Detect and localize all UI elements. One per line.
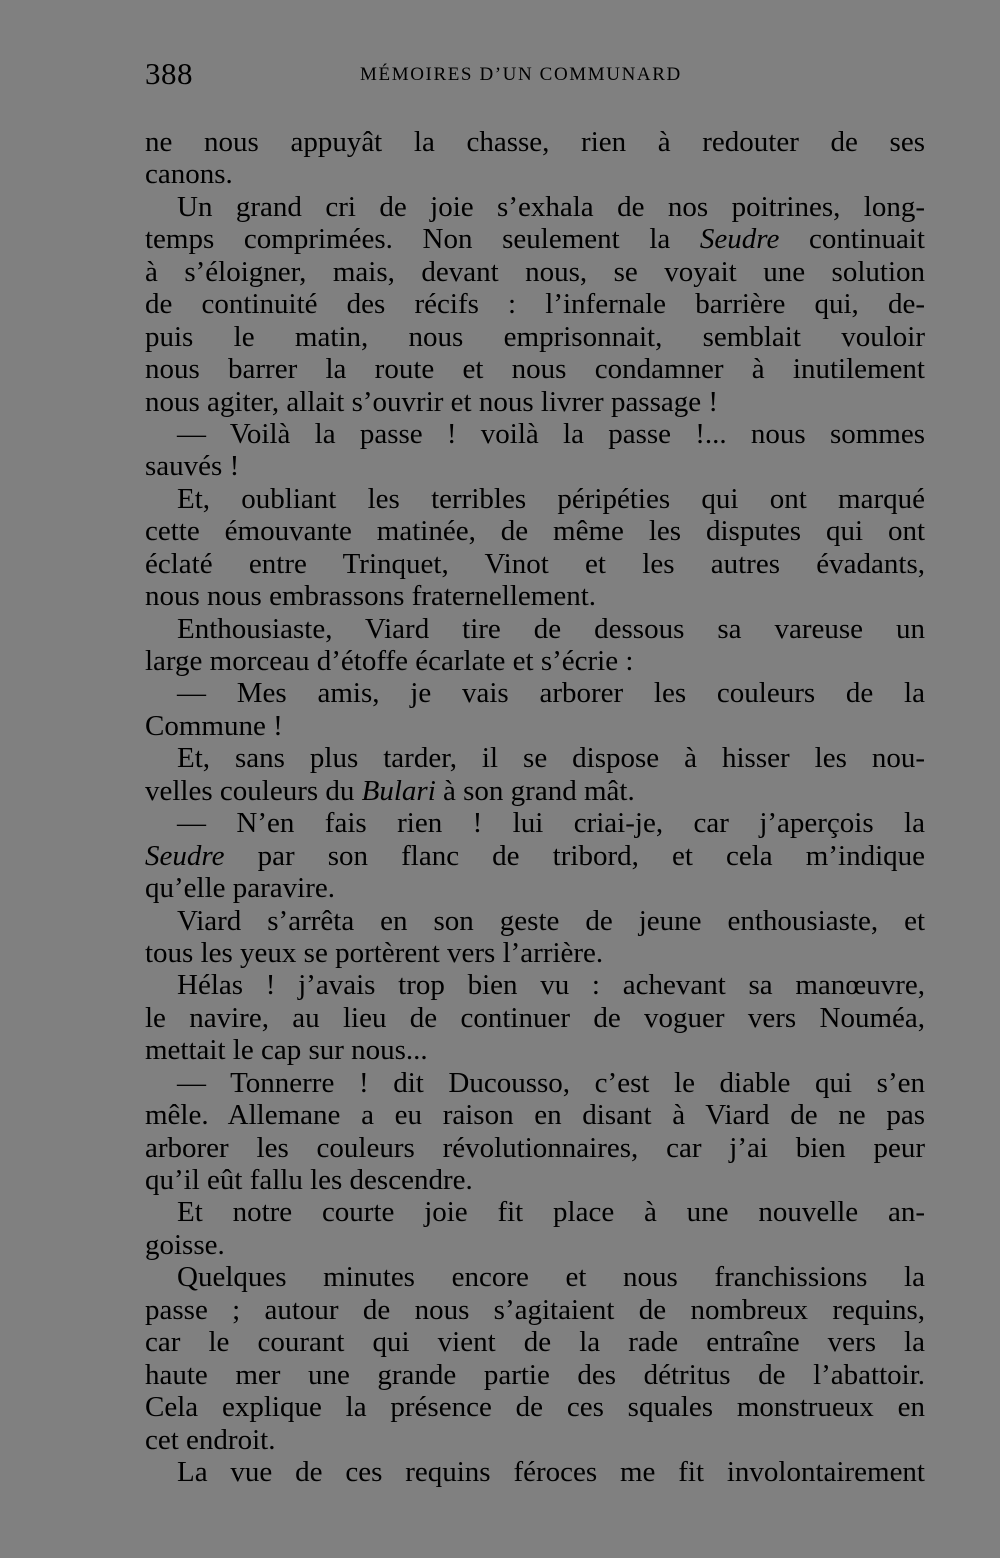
text-line: cette émouvante matinée, de même les disputes qui ont <box>145 515 925 548</box>
text-line: — Voilà la passe ! voilà la passe !... nous sommes <box>177 417 925 450</box>
page-header <box>145 56 925 96</box>
text-line: Et, sans plus tarder, il se dispose à hisser les nou- <box>177 742 925 775</box>
text-line: Et, oubliant les terribles péripéties qui ont marqué <box>177 482 925 515</box>
text-line: nous barrer la route et nous condamner à inutilement <box>145 353 925 386</box>
text-line: — N’en fais rien ! lui criai-je, car j’aperçois la <box>177 807 925 840</box>
text-line: cet endroit. <box>145 1423 276 1456</box>
text-line: — Mes amis, je vais arborer les couleurs de la <box>177 677 925 710</box>
text-line: ne nous appuyât la chasse, rien à redouter de ses <box>145 126 925 158</box>
text-line: Seudre par son flanc de tribord, et cela m’indique <box>145 839 925 872</box>
text-line: canons. <box>145 158 233 191</box>
text-line: éclaté entre Trinquet, Vinot et les autres évadants, <box>145 547 925 580</box>
text-line: de continuité des récifs : l’infernale barrière qui, de- <box>145 288 925 321</box>
text-line: goisse. <box>145 1228 225 1261</box>
text-line: La vue de ces requins féroces me fit involontairement <box>177 1455 925 1488</box>
text-line: velles couleurs du Bulari à son grand mât. <box>145 774 635 807</box>
text-line: le navire, au lieu de continuer de voguer vers Nouméa, <box>145 1001 925 1034</box>
text-line: temps comprimées. Non seulement la Seudre continuait <box>145 223 925 256</box>
text-line: mettait le cap sur nous... <box>145 1034 428 1067</box>
text-line: arborer les couleurs révolutionnaires, car j’ai bien peur <box>145 1131 925 1164</box>
text-line: Quelques minutes encore et nous franchissions la <box>177 1261 925 1294</box>
text-line: Enthousiaste, Viard tire de dessous sa vareuse un <box>177 612 925 645</box>
text-line: car le courant qui vient de la rade entraîne vers la <box>145 1326 925 1359</box>
text-line: qu’il eût fallu les descendre. <box>145 1164 473 1196</box>
text-line: mêle. Allemane a eu raison en disant à Viard de ne pas <box>145 1099 925 1132</box>
text-line: Cela explique la présence de ces squales monstrueux en <box>145 1391 925 1424</box>
text-line: Viard s’arrêta en son geste de jeune enthousiaste, et <box>177 904 925 937</box>
body-text <box>145 126 925 1488</box>
text-line: haute mer une grande partie des détritus de l’abattoir. <box>145 1358 925 1391</box>
text-line: qu’elle paravire. <box>145 872 336 905</box>
text-line: nous nous embrassons fraternellement. <box>145 580 597 613</box>
text-line: — Tonnerre ! dit Ducousso, c’est le diable qui s’en <box>177 1066 925 1099</box>
page-number: 388 <box>145 56 193 91</box>
text-line: puis le matin, nous emprisonnait, semblait vouloir <box>145 320 925 353</box>
text-line: nous agiter, allait s’ouvrir et nous livrer passage ! <box>145 385 719 418</box>
running-head: MÉMOIRES D’UN COMMUNARD <box>360 64 682 85</box>
text-line: Un grand cri de joie s’exhala de nos poitrines, long- <box>177 190 925 223</box>
text-line: tous les yeux se portèrent vers l’arrière. <box>145 936 604 969</box>
text-line: Commune ! <box>145 709 283 742</box>
text-line: à s’éloigner, mais, devant nous, se voyait une solution <box>145 255 925 288</box>
text-line: Hélas ! j’avais trop bien vu : achevant sa manœuvre, <box>177 969 925 1002</box>
text-line: Et notre courte joie fit place à une nouvelle an- <box>177 1196 925 1229</box>
text-line: passe ; autour de nous s’agitaient de nombreux requins, <box>145 1293 925 1326</box>
text-line: large morceau d’étoffe écarlate et s’écrie : <box>145 645 634 677</box>
text-line: sauvés ! <box>145 450 240 483</box>
